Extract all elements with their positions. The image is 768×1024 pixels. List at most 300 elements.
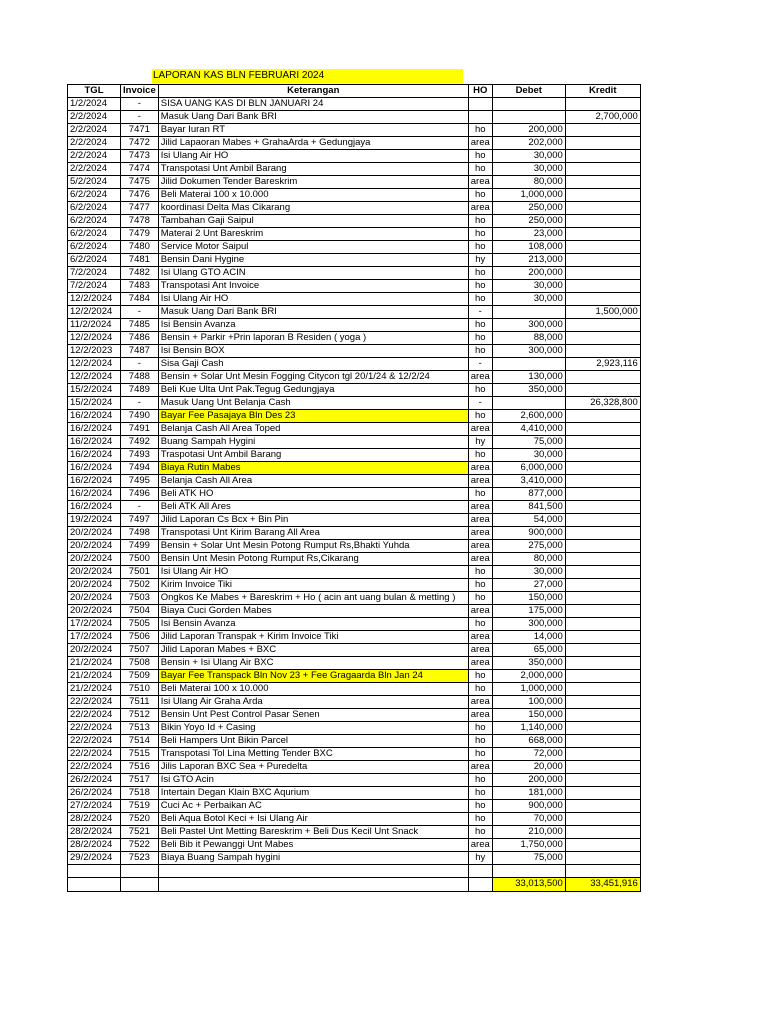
cell-keterangan: Masuk Uang Dari Bank BRI bbox=[158, 111, 468, 124]
cell-tgl: 12/2/2024 bbox=[68, 306, 121, 319]
cell-tgl: 20/2/2024 bbox=[68, 644, 121, 657]
cell-keterangan: Tambahan Gaji Saipul bbox=[158, 215, 468, 228]
cell-keterangan: Bensin + Isi Ulang Air BXC bbox=[158, 657, 468, 670]
cell-kredit bbox=[565, 501, 640, 514]
cell-debet: 75,000 bbox=[492, 436, 565, 449]
cell-ho: hy bbox=[468, 852, 492, 865]
cell-debet: 20,000 bbox=[492, 761, 565, 774]
cell-ho: ho bbox=[468, 241, 492, 254]
cell-ho: ho bbox=[468, 579, 492, 592]
cell-keterangan: Ongkos Ke Mabes + Bareskrim + Ho ( acin ant uang bulan & metting ) bbox=[158, 592, 468, 605]
cell-kredit bbox=[565, 423, 640, 436]
cell-ho: ho bbox=[468, 774, 492, 787]
cell-keterangan: Bayar Iuran RT bbox=[158, 124, 468, 137]
cell-keterangan: Beli Hampers Unt Bikin Parcel bbox=[158, 735, 468, 748]
cell-kredit bbox=[565, 267, 640, 280]
cell-ho: area bbox=[468, 423, 492, 436]
cell-invoice: 7487 bbox=[121, 345, 159, 358]
cell-ho: ho bbox=[468, 826, 492, 839]
cell-invoice: 7492 bbox=[121, 436, 159, 449]
cell-ho: ho bbox=[468, 384, 492, 397]
cell-debet: 6,000,000 bbox=[492, 462, 565, 475]
cell-debet: 250,000 bbox=[492, 215, 565, 228]
table-row bbox=[68, 111, 641, 124]
table-row bbox=[68, 683, 641, 696]
cell-ho: ho bbox=[468, 410, 492, 423]
cell-kredit bbox=[565, 189, 640, 202]
cell-ho: area bbox=[468, 527, 492, 540]
cell-keterangan: Isi Bensin Avanza bbox=[158, 618, 468, 631]
cell-tgl: 2/2/2024 bbox=[68, 111, 121, 124]
cell-invoice: 7519 bbox=[121, 800, 159, 813]
cell-kredit bbox=[565, 709, 640, 722]
cell-kredit bbox=[565, 683, 640, 696]
cell-invoice: 7512 bbox=[121, 709, 159, 722]
table-row bbox=[68, 228, 641, 241]
cell-tgl: 16/2/2024 bbox=[68, 449, 121, 462]
cell-invoice: 7493 bbox=[121, 449, 159, 462]
table-row bbox=[68, 501, 641, 514]
cell-invoice: 7478 bbox=[121, 215, 159, 228]
cell-invoice: 7473 bbox=[121, 150, 159, 163]
cell-invoice: - bbox=[121, 111, 159, 124]
cell-ho: area bbox=[468, 631, 492, 644]
cell-debet: 3,410,000 bbox=[492, 475, 565, 488]
cell-tgl: 2/2/2024 bbox=[68, 124, 121, 137]
cell-debet: 300,000 bbox=[492, 618, 565, 631]
cell-invoice: 7518 bbox=[121, 787, 159, 800]
cell-invoice: 7504 bbox=[121, 605, 159, 618]
cell-keterangan: Beli Aqua Botol Keci + Isi Ulang Air bbox=[158, 813, 468, 826]
cell-keterangan: Beli Bib it Pewanggi Unt Mabes bbox=[158, 839, 468, 852]
cell-invoice: 7501 bbox=[121, 566, 159, 579]
cell-invoice: 7499 bbox=[121, 540, 159, 553]
cell-keterangan: Bayar Fee Transpack Bln Nov 23 + Fee Gragaarda Bln Jan 24 bbox=[158, 670, 468, 683]
cell-keterangan: Materai 2 Unt Bareskrim bbox=[158, 228, 468, 241]
cell-debet: 100,000 bbox=[492, 696, 565, 709]
cell-kredit bbox=[565, 280, 640, 293]
table-row bbox=[68, 696, 641, 709]
cell-tgl: 17/2/2024 bbox=[68, 618, 121, 631]
report-title: LAPORAN KAS BLN FEBRUARI 2024 bbox=[152, 69, 463, 83]
table-row bbox=[68, 137, 641, 150]
cell-ho: - bbox=[468, 306, 492, 319]
cell-keterangan: Bensin Unt Pest Control Pasar Senen bbox=[158, 709, 468, 722]
cell-invoice: 7502 bbox=[121, 579, 159, 592]
table-row bbox=[68, 527, 641, 540]
cell-kredit bbox=[565, 241, 640, 254]
cell-debet: 200,000 bbox=[492, 267, 565, 280]
cell-keterangan: Beli ATK All Ares bbox=[158, 501, 468, 514]
cell-invoice: 7513 bbox=[121, 722, 159, 735]
cell-keterangan bbox=[158, 865, 468, 878]
cell-debet: 181,000 bbox=[492, 787, 565, 800]
cell-invoice: 7514 bbox=[121, 735, 159, 748]
cell-ho: area bbox=[468, 553, 492, 566]
cell-tgl: 22/2/2024 bbox=[68, 748, 121, 761]
cell-tgl: 12/2/2023 bbox=[68, 345, 121, 358]
table-row bbox=[68, 436, 641, 449]
cell-kredit bbox=[565, 332, 640, 345]
cell-kredit bbox=[565, 696, 640, 709]
cell-invoice: 7494 bbox=[121, 462, 159, 475]
cell-kredit bbox=[565, 228, 640, 241]
header-ho: HO bbox=[468, 85, 492, 98]
cell-debet: 130,000 bbox=[492, 371, 565, 384]
cell-invoice: 7490 bbox=[121, 410, 159, 423]
table-row bbox=[68, 189, 641, 202]
cell-invoice: - bbox=[121, 501, 159, 514]
cell-tgl: 12/2/2024 bbox=[68, 371, 121, 384]
cell-tgl: 6/2/2024 bbox=[68, 202, 121, 215]
cell-invoice: 7474 bbox=[121, 163, 159, 176]
cell-debet: 668,000 bbox=[492, 735, 565, 748]
table-row bbox=[68, 722, 641, 735]
cell-tgl: 6/2/2024 bbox=[68, 241, 121, 254]
cell-debet: 108,000 bbox=[492, 241, 565, 254]
cell-keterangan: Belanja Cash All Area Toped bbox=[158, 423, 468, 436]
cell-keterangan: Bikin Yoyo Id + Casing bbox=[158, 722, 468, 735]
cell-tgl: 16/2/2024 bbox=[68, 462, 121, 475]
cell-keterangan: Isi Bensin BOX bbox=[158, 345, 468, 358]
cell-keterangan: Buang Sampah Hygini bbox=[158, 436, 468, 449]
cell-kredit bbox=[565, 839, 640, 852]
table-row bbox=[68, 553, 641, 566]
cell-ho: ho bbox=[468, 800, 492, 813]
cell-kredit bbox=[565, 553, 640, 566]
cell-tgl: 17/2/2024 bbox=[68, 631, 121, 644]
cell-keterangan: Isi Ulang Air HO bbox=[158, 150, 468, 163]
table-row bbox=[68, 332, 641, 345]
cell-tgl: 6/2/2024 bbox=[68, 254, 121, 267]
table-row bbox=[68, 449, 641, 462]
cell-kredit bbox=[565, 761, 640, 774]
cell-ho: ho bbox=[468, 488, 492, 501]
cell-tgl: 22/2/2024 bbox=[68, 722, 121, 735]
cell-invoice: 7479 bbox=[121, 228, 159, 241]
cell-debet: 200,000 bbox=[492, 124, 565, 137]
cell-ho: area bbox=[468, 839, 492, 852]
table-row bbox=[68, 644, 641, 657]
cell-ho bbox=[468, 111, 492, 124]
cell-ho: area bbox=[468, 501, 492, 514]
cell-invoice: 7486 bbox=[121, 332, 159, 345]
totals-empty-invoice bbox=[121, 877, 159, 891]
table-row bbox=[68, 813, 641, 826]
cell-ho: area bbox=[468, 462, 492, 475]
cell-tgl: 20/2/2024 bbox=[68, 540, 121, 553]
cell-keterangan: koordinasi Delta Mas Cikarang bbox=[158, 202, 468, 215]
cell-kredit bbox=[565, 462, 640, 475]
cell-debet bbox=[492, 397, 565, 410]
cell-invoice: 7472 bbox=[121, 137, 159, 150]
cell-keterangan: Intertain Degan Klain BXC Aqurium bbox=[158, 787, 468, 800]
table-row bbox=[68, 98, 641, 111]
cell-debet: 213,000 bbox=[492, 254, 565, 267]
cell-invoice: 7476 bbox=[121, 189, 159, 202]
cell-tgl: 28/2/2024 bbox=[68, 839, 121, 852]
table-row bbox=[68, 215, 641, 228]
cell-invoice: 7481 bbox=[121, 254, 159, 267]
table-row bbox=[68, 163, 641, 176]
cell-keterangan: Cuci Ac + Perbaikan AC bbox=[158, 800, 468, 813]
cell-invoice: 7497 bbox=[121, 514, 159, 527]
cell-tgl: 2/2/2024 bbox=[68, 137, 121, 150]
cell-tgl: 15/2/2024 bbox=[68, 397, 121, 410]
cell-keterangan: Belanja Cash All Area bbox=[158, 475, 468, 488]
cell-invoice: 7482 bbox=[121, 267, 159, 280]
cell-tgl: 20/2/2024 bbox=[68, 605, 121, 618]
cell-invoice: - bbox=[121, 397, 159, 410]
cell-tgl: 26/2/2024 bbox=[68, 774, 121, 787]
cell-tgl: 6/2/2024 bbox=[68, 228, 121, 241]
cell-debet: 210,000 bbox=[492, 826, 565, 839]
cell-tgl: 12/2/2024 bbox=[68, 358, 121, 371]
cell-kredit bbox=[565, 371, 640, 384]
cell-kredit bbox=[565, 748, 640, 761]
cell-keterangan: Isi Ulang Air HO bbox=[158, 566, 468, 579]
cell-tgl: 28/2/2024 bbox=[68, 813, 121, 826]
cell-kredit bbox=[565, 644, 640, 657]
cell-kredit bbox=[565, 722, 640, 735]
cell-keterangan: Bensin + Parkir +Prin laporan B Residen ( yoga ) bbox=[158, 332, 468, 345]
table-row bbox=[68, 579, 641, 592]
cell-tgl: 16/2/2024 bbox=[68, 501, 121, 514]
cell-debet: 2,600,000 bbox=[492, 410, 565, 423]
cell-kredit bbox=[565, 514, 640, 527]
cell-tgl: 22/2/2024 bbox=[68, 761, 121, 774]
cell-kredit bbox=[565, 124, 640, 137]
cell-debet: 841,500 bbox=[492, 501, 565, 514]
cell-debet: 65,000 bbox=[492, 644, 565, 657]
cell-kredit: 2,923,116 bbox=[565, 358, 640, 371]
cell-invoice: 7522 bbox=[121, 839, 159, 852]
cell-debet bbox=[492, 98, 565, 111]
cell-debet: 350,000 bbox=[492, 657, 565, 670]
cell-debet: 72,000 bbox=[492, 748, 565, 761]
cell-debet: 877,000 bbox=[492, 488, 565, 501]
cell-invoice: 7503 bbox=[121, 592, 159, 605]
cell-kredit bbox=[565, 345, 640, 358]
cell-invoice bbox=[121, 865, 159, 878]
cell-debet: 175,000 bbox=[492, 605, 565, 618]
cell-keterangan: Masuk Uang Unt Belanja Cash bbox=[158, 397, 468, 410]
cell-ho: ho bbox=[468, 345, 492, 358]
cell-keterangan: Bensin + Solar Unt Mesin Potong Rumput Rs,Bhakti Yuhda bbox=[158, 540, 468, 553]
cell-kredit bbox=[565, 865, 640, 878]
cell-tgl: 21/2/2024 bbox=[68, 683, 121, 696]
cell-keterangan: Bensin Dani Hygine bbox=[158, 254, 468, 267]
cell-kredit bbox=[565, 670, 640, 683]
cell-keterangan: Traspotasi Unt Ambil Barang bbox=[158, 449, 468, 462]
cell-keterangan: Kirim Invoice Tiki bbox=[158, 579, 468, 592]
cell-debet: 200,000 bbox=[492, 774, 565, 787]
cell-kredit bbox=[565, 137, 640, 150]
table-row bbox=[68, 384, 641, 397]
cell-debet: 250,000 bbox=[492, 202, 565, 215]
cell-tgl: 22/2/2024 bbox=[68, 735, 121, 748]
cell-invoice: 7506 bbox=[121, 631, 159, 644]
cell-keterangan: SISA UANG KAS DI BLN JANUARI 24 bbox=[158, 98, 468, 111]
cell-ho: area bbox=[468, 761, 492, 774]
table-row bbox=[68, 410, 641, 423]
cell-tgl: 26/2/2024 bbox=[68, 787, 121, 800]
cell-debet bbox=[492, 111, 565, 124]
cell-kredit bbox=[565, 98, 640, 111]
cell-ho: hy bbox=[468, 254, 492, 267]
cell-debet: 70,000 bbox=[492, 813, 565, 826]
cell-debet: 30,000 bbox=[492, 293, 565, 306]
table-row bbox=[68, 618, 641, 631]
cell-kredit bbox=[565, 319, 640, 332]
cell-kredit bbox=[565, 150, 640, 163]
cell-ho: ho bbox=[468, 683, 492, 696]
cell-ho: ho bbox=[468, 670, 492, 683]
cell-ho: ho bbox=[468, 735, 492, 748]
cell-kredit bbox=[565, 566, 640, 579]
table-row bbox=[68, 267, 641, 280]
cell-tgl: 2/2/2024 bbox=[68, 163, 121, 176]
table-row bbox=[68, 592, 641, 605]
cell-ho: ho bbox=[468, 566, 492, 579]
cell-ho: area bbox=[468, 514, 492, 527]
cell-invoice: 7483 bbox=[121, 280, 159, 293]
cell-kredit bbox=[565, 293, 640, 306]
cell-tgl: 20/2/2024 bbox=[68, 527, 121, 540]
cell-debet bbox=[492, 358, 565, 371]
cell-tgl: 20/2/2024 bbox=[68, 592, 121, 605]
cell-ho: ho bbox=[468, 124, 492, 137]
table-row bbox=[68, 423, 641, 436]
cell-ho: ho bbox=[468, 150, 492, 163]
cell-debet: 30,000 bbox=[492, 163, 565, 176]
cell-invoice: 7521 bbox=[121, 826, 159, 839]
cell-keterangan: Transpotasi Ant Invoice bbox=[158, 280, 468, 293]
cell-invoice: 7471 bbox=[121, 124, 159, 137]
cell-ho: ho bbox=[468, 449, 492, 462]
table-row bbox=[68, 800, 641, 813]
cell-invoice: 7520 bbox=[121, 813, 159, 826]
cell-ho: - bbox=[468, 397, 492, 410]
cell-tgl: 2/2/2024 bbox=[68, 150, 121, 163]
table-row bbox=[68, 319, 641, 332]
cell-tgl: 6/2/2024 bbox=[68, 215, 121, 228]
cell-invoice: 7495 bbox=[121, 475, 159, 488]
total-debet: 33,013,500 bbox=[492, 877, 565, 891]
cell-debet: 88,000 bbox=[492, 332, 565, 345]
cell-tgl: 7/2/2024 bbox=[68, 280, 121, 293]
cell-debet: 1,140,000 bbox=[492, 722, 565, 735]
cell-kredit bbox=[565, 488, 640, 501]
cell-kredit bbox=[565, 774, 640, 787]
cell-tgl: 15/2/2024 bbox=[68, 384, 121, 397]
cell-kredit bbox=[565, 579, 640, 592]
cell-ho bbox=[468, 865, 492, 878]
cell-kredit bbox=[565, 527, 640, 540]
cell-tgl: 19/2/2024 bbox=[68, 514, 121, 527]
cell-keterangan: Isi GTO Acin bbox=[158, 774, 468, 787]
cell-tgl: 22/2/2024 bbox=[68, 696, 121, 709]
cell-debet: 900,000 bbox=[492, 800, 565, 813]
table-row bbox=[68, 735, 641, 748]
cell-ho: hy bbox=[468, 436, 492, 449]
header-keterangan: Keterangan bbox=[158, 85, 468, 98]
cell-keterangan: Beli Materai 100 x 10.000 bbox=[158, 683, 468, 696]
cell-ho bbox=[468, 98, 492, 111]
cell-kredit: 2,700,000 bbox=[565, 111, 640, 124]
cell-invoice: 7507 bbox=[121, 644, 159, 657]
table-row bbox=[68, 371, 641, 384]
table-row bbox=[68, 540, 641, 553]
cell-tgl: 21/2/2024 bbox=[68, 657, 121, 670]
cell-ho: ho bbox=[468, 293, 492, 306]
table-row bbox=[68, 761, 641, 774]
cell-kredit bbox=[565, 215, 640, 228]
cell-keterangan: Biaya Rutin Mabes bbox=[158, 462, 468, 475]
cell-invoice: 7491 bbox=[121, 423, 159, 436]
table-row bbox=[68, 150, 641, 163]
table-row bbox=[68, 514, 641, 527]
cell-kredit bbox=[565, 852, 640, 865]
cell-ho: ho bbox=[468, 787, 492, 800]
table-row bbox=[68, 787, 641, 800]
cell-debet: 1,000,000 bbox=[492, 683, 565, 696]
cell-keterangan: Beli Kue Ulta Unt Pak.Tegug Gedungjaya bbox=[158, 384, 468, 397]
cell-debet: 54,000 bbox=[492, 514, 565, 527]
cell-kredit bbox=[565, 449, 640, 462]
cell-tgl: 21/2/2024 bbox=[68, 670, 121, 683]
cell-invoice: 7509 bbox=[121, 670, 159, 683]
cell-kredit bbox=[565, 800, 640, 813]
cell-invoice: 7496 bbox=[121, 488, 159, 501]
cell-tgl: 6/2/2024 bbox=[68, 189, 121, 202]
table-row bbox=[68, 358, 641, 371]
cell-keterangan: Isi Ulang Air Graha Arda bbox=[158, 696, 468, 709]
cell-kredit bbox=[565, 410, 640, 423]
cell-invoice: 7498 bbox=[121, 527, 159, 540]
cell-tgl: 12/2/2024 bbox=[68, 293, 121, 306]
table-row bbox=[68, 748, 641, 761]
totals-empty-ho bbox=[468, 877, 492, 891]
cell-invoice: 7510 bbox=[121, 683, 159, 696]
cell-invoice: 7480 bbox=[121, 241, 159, 254]
cell-ho: ho bbox=[468, 319, 492, 332]
cell-invoice: 7515 bbox=[121, 748, 159, 761]
cell-tgl: 12/2/2024 bbox=[68, 332, 121, 345]
cell-debet: 4,410,000 bbox=[492, 423, 565, 436]
table-row bbox=[68, 306, 641, 319]
total-kredit: 33,451,916 bbox=[565, 877, 640, 891]
cell-invoice: - bbox=[121, 98, 159, 111]
cell-debet: 80,000 bbox=[492, 176, 565, 189]
cell-kredit bbox=[565, 436, 640, 449]
cell-kredit bbox=[565, 202, 640, 215]
cell-keterangan: Transpotasi Tol Lina Metting Tender BXC bbox=[158, 748, 468, 761]
cell-ho: ho bbox=[468, 618, 492, 631]
header-invoice: Invoice bbox=[121, 85, 159, 98]
totals-empty-keterangan bbox=[158, 877, 468, 891]
cell-keterangan: Beli Pastel Unt Metting Bareskrim + Beli Dus Kecil Unt Snack bbox=[158, 826, 468, 839]
cell-ho: ho bbox=[468, 163, 492, 176]
cell-invoice: - bbox=[121, 358, 159, 371]
cell-invoice: 7508 bbox=[121, 657, 159, 670]
cell-keterangan: Transpotasi Unt Kirim Barang All Area bbox=[158, 527, 468, 540]
cell-ho: ho bbox=[468, 267, 492, 280]
cell-invoice: - bbox=[121, 306, 159, 319]
cell-debet bbox=[492, 306, 565, 319]
cell-keterangan: Biaya Buang Sampah hygini bbox=[158, 852, 468, 865]
cell-debet: 14,000 bbox=[492, 631, 565, 644]
